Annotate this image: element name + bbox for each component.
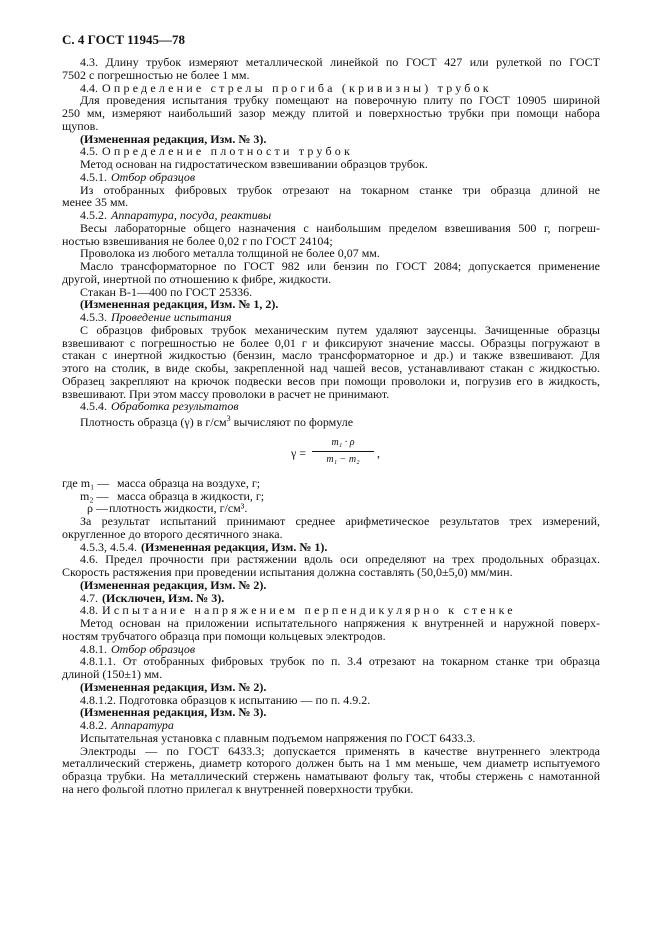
line-text: ностям трубчатого образца при помощи кольцевых электродов. <box>62 628 386 643</box>
line-text: С образцов фибровых трубок механическим путем удаляют заусенцы. Зачищенные образцы <box>80 322 600 337</box>
clause-number: 4.4. <box>80 80 98 95</box>
paragraph <box>62 617 600 643</box>
text-line <box>62 783 600 796</box>
clause-heading: Аппаратура, посуда, реактивы <box>111 208 272 222</box>
line-text: ностью взвешивания не более 0,02 г по ГОСТ 24104; <box>62 233 333 248</box>
where-definition: масса образца в жидкости, г; <box>117 488 265 503</box>
clause-number: 4.5. <box>80 144 98 159</box>
line-text: Весы лабораторные общего назначения с наибольшим пределом взвешивания 500 г, погреш- <box>80 220 600 235</box>
clause-number: 4.5.2. <box>80 208 107 222</box>
line-text: 7502 с погрешностью не более 1 мм. <box>62 67 250 82</box>
line-text: Стакан В-1—400 по ГОСТ 25336. <box>80 284 253 299</box>
line-text: менее 35 мм. <box>62 195 129 210</box>
revision-note: (Измененная редакция, Изм. № 3). <box>80 705 267 720</box>
clause-heading: Определение стрелы прогиба (кривизны) трубок <box>102 80 492 95</box>
clause-number: 4.8. <box>80 603 98 618</box>
clause-heading: Обработка результатов <box>111 399 239 414</box>
clause-number: 4.5.3. <box>80 310 107 324</box>
revision-note: (Измененная редакция, Изм. № 1, 2). <box>80 297 279 312</box>
line-text: другой, инертной по отношению к фибре, жидкости. <box>62 271 332 286</box>
paragraph <box>62 400 600 413</box>
line-text: Для проведения испытания трубку помещают на поверочную плиту по ГОСТ 10905 шириной <box>80 93 600 108</box>
revision-note: (Измененная редакция, Изм. № 2). <box>80 679 267 694</box>
paragraph <box>62 655 600 681</box>
line-text: взвешивают. При этом массу проволоки в расчет не принимают. <box>62 386 390 401</box>
formula-fraction <box>312 435 374 468</box>
clause-heading: Определение плотности трубок <box>102 144 353 159</box>
paragraph <box>62 94 600 132</box>
density-formula-intro <box>62 413 600 429</box>
document-body <box>62 56 600 796</box>
line-text: Масло трансформаторное по ГОСТ 982 или бензин по ГОСТ 2084; допускается применение <box>80 259 600 273</box>
where-line-rho <box>62 502 600 515</box>
formula-lhs: γ = <box>291 445 307 460</box>
clause-number: 4.8.1. <box>80 641 107 656</box>
formula-comma: , <box>377 445 380 460</box>
line-text: Испытательная установка с плавным подъемом напряжения по ГОСТ 6433.3. <box>80 730 476 745</box>
line-text: Метод основан на гидростатическом взвешивании образцов трубок. <box>80 157 428 171</box>
revision-note: (Измененная редакция, Изм. № 1). <box>141 539 328 554</box>
clause-number: 4.5.1. <box>80 169 107 184</box>
line-text: Скорость растяжения при проведении испытания должна составлять (50,0±5,0) мм/мин. <box>62 565 513 579</box>
formula-denominator: m₁ − m₂ <box>326 453 360 465</box>
line-text: 4.3. Длину трубок измеряют металлической линейкой по ГОСТ 427 или рулеткой по ГОСТ <box>80 55 600 69</box>
line-text: длиной (150±1) мм. <box>62 667 163 681</box>
density-formula <box>62 435 600 473</box>
line-text: округленное до второго десятичного знака. <box>62 526 283 541</box>
line-text: Образец закрепляют на крючок подвески весов при помощи проволоки и, погрузив его в жидкость, <box>62 373 600 388</box>
section-4-3-to-4-5-4 <box>62 56 600 413</box>
line-text: За результат испытаний принимают среднее арифметическое результатов трех измерений, <box>80 514 600 528</box>
paragraph <box>62 56 600 82</box>
paragraph <box>62 553 600 579</box>
intro-text-end: вычисляют по формуле <box>230 415 354 429</box>
clause-number: 4.5.4. <box>80 399 107 414</box>
line-text: Электроды — по ГОСТ 6433.3; допускается применять в качестве внутреннего электрода <box>80 743 600 758</box>
line-text: 4.6. Предел прочности при растяжении вдоль оси определяют на трех продольных образцах. <box>80 552 600 567</box>
formula-numerator: m₁ · ρ <box>331 436 355 448</box>
paragraph <box>62 184 600 210</box>
line-text: 4.8.1.2. Подготовка образцов к испытанию — по п. 4.9.2. <box>80 692 371 707</box>
line-text: этого на столик, в виде скобы, закрепленной над чашей весов, устанавливают стакан с жидкостью. <box>62 361 600 375</box>
paragraph <box>62 745 600 796</box>
revision-note: (Измененная редакция, Изм. № 3). <box>80 131 267 146</box>
where-line-m1 <box>62 477 600 490</box>
page-header: С. 4 ГОСТ 11945—78 <box>62 32 185 47</box>
line-text: 4.8.1.1. От отобранных фибровых трубок по п. 3.4 отрезают на токарном станке три образца <box>80 654 600 669</box>
revision-note: (Измененная редакция, Изм. № 2). <box>80 577 267 592</box>
clause-heading: Отбор образцов <box>111 641 196 656</box>
where-symbol: где m₁ — <box>62 475 110 490</box>
intro-superscript: 3 <box>226 414 231 423</box>
paragraph <box>62 260 600 286</box>
line-text: 250 мм, измеряют наибольший зазор между плитой и поверхностью трубки при помощи набора <box>62 106 600 120</box>
revision-note: (Исключен, Изм. № 3). <box>102 590 225 605</box>
line-text: взвешивают с погрешностью не более 0,01 г и фиксируют значение массы. Образцы погружают в <box>62 335 600 350</box>
clause-heading: Аппаратура <box>111 718 174 732</box>
line-text: на него фольгой плотно прилегал к внутренней поверхности трубки. <box>62 781 414 796</box>
clause-heading: Отбор образцов <box>111 169 196 184</box>
where-symbol: ρ — <box>87 501 108 516</box>
where-definition: плотность жидкости, г/см³. <box>109 501 248 516</box>
intro-text: Плотность образца (γ) в г/см <box>80 415 227 429</box>
text-line <box>62 107 600 120</box>
paragraph <box>62 515 600 541</box>
text-line <box>62 400 600 413</box>
section-4-5-results-to-4-8-2 <box>62 515 600 796</box>
where-symbol: m₂ — <box>80 488 109 503</box>
line-text: Метод основан на приложении испытательного напряжения к внутренней и наружной поверх- <box>80 616 600 630</box>
clause-number: 4.7. <box>80 590 98 605</box>
line-text: щупов. <box>62 118 99 133</box>
paragraph <box>62 324 600 401</box>
clause-heading: Испытание напряжением перпендикулярно к стенке <box>102 603 516 618</box>
line-text: Из отобранных фибровых трубок отрезают на токарном станке три образца длиной не <box>80 182 600 197</box>
clause-number: 4.8.2. <box>80 718 107 732</box>
where-definition: масса образца на воздухе, г; <box>117 475 261 490</box>
text-line <box>62 184 600 197</box>
clause-number: 4.5.3, 4.5.4. <box>80 539 137 554</box>
line-text: Проволока из любого металла толщиной не более 0,07 мм. <box>80 246 380 261</box>
line-text: стакан с инертной жидкостью (бензин, масло трансформаторное и др.) и также взвешивают. Для <box>62 348 600 363</box>
line-text: образца трубки. На металлический стержень наматывают фольгу так, чтобы стержень с намотанной <box>62 769 600 783</box>
clause-heading: Проведение испытания <box>111 310 232 324</box>
line-text: металлический стержень, диаметр которого должен быть на 1 мм меньше, чем диаметр испытуемого <box>62 756 600 771</box>
paragraph <box>62 222 600 248</box>
